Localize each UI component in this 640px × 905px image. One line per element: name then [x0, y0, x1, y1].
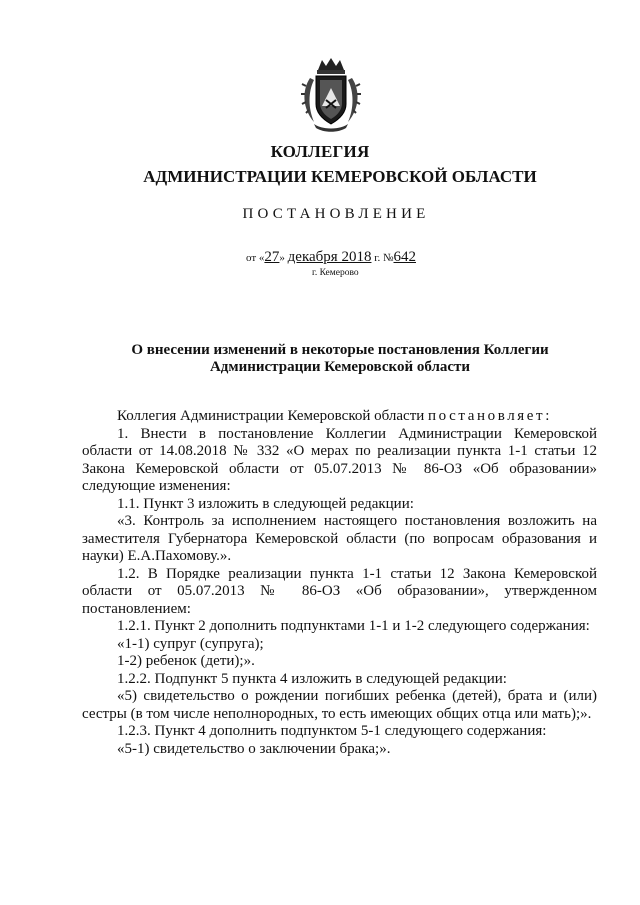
date-day: 27	[264, 249, 280, 265]
body-paragraph: 1.2. В Порядке реализации пункта 1-1 статьи 12 Закона Кемеровской области от 05.07.2013 № 86-ОЗ «Об образовании», утвержденном постановлением:	[82, 565, 597, 617]
body-paragraph: 1.2.2. Подпункт 5 пункта 4 изложить в следующей редакции:	[117, 670, 507, 687]
intro-lead: Коллегия Администрации Кемеровской области	[117, 408, 429, 424]
city-label: г. Кемерово	[312, 268, 359, 278]
body-paragraph: 1-2) ребенок (дети);».	[117, 653, 255, 669]
date-from-label: от «	[246, 252, 265, 264]
body-paragraph: 1.2.1. Пункт 2 дополнить подпунктами 1-1 и 1-2 следующего содержания:	[117, 618, 590, 634]
date-line	[246, 249, 416, 266]
body-paragraph: «5) свидетельство о рождении погибших ребенка (детей), брата и (или) сестры (в том числе неполнородных, то есть имеющих общих отца или мать);».	[82, 688, 597, 722]
number-sign: №	[383, 252, 394, 264]
date-year-suffix: г.	[374, 252, 381, 264]
org-name-line2: АДМИНИСТРАЦИИ КЕМЕРОВСКОЙ ОБЛАСТИ	[143, 167, 537, 186]
document-number: 642	[393, 249, 416, 265]
body-paragraph: «5-1) свидетельство о заключении брака;».	[117, 740, 391, 757]
date-close-quote: »	[279, 252, 285, 264]
coat-of-arms-icon	[300, 56, 362, 134]
body-paragraph: 1.2.3. Пункт 4 дополнить подпунктом 5-1 следующего содержания:	[117, 723, 547, 739]
body-paragraph: «1-1) супруг (супруга);	[117, 635, 264, 652]
intro-paragraph	[82, 408, 597, 426]
document-type: ПОСТАНОВЛЕНИЕ	[242, 206, 430, 222]
date-month-year: декабря 2018	[287, 249, 372, 265]
intro-decree-word: постановляет:	[428, 408, 552, 424]
body-paragraph: 1. Внести в постановление Коллегии Администрации Кемеровской области от 14.08.2018 № 332 «О мерах по реализации пункта 1-1 статьи 12 Закона Кемеровской области от 05.07.2013 № 86-ОЗ «Об образовании» следующие изменения:	[82, 425, 597, 494]
org-name-line1: КОЛЛЕГИЯ	[270, 142, 370, 161]
document-body	[82, 408, 597, 758]
body-paragraph: «3. Контроль за исполнением настоящего постановления возложить на заместителя Губернатора Кемеровской области (по вопросам образования и науки) Е.А.Пахомову.».	[82, 513, 597, 564]
body-paragraph: 1.1. Пункт 3 изложить в следующей редакции:	[117, 495, 414, 512]
document-subject: О внесении изменений в некоторые постановления Коллегии Администрации Кемеровской области	[131, 342, 549, 375]
